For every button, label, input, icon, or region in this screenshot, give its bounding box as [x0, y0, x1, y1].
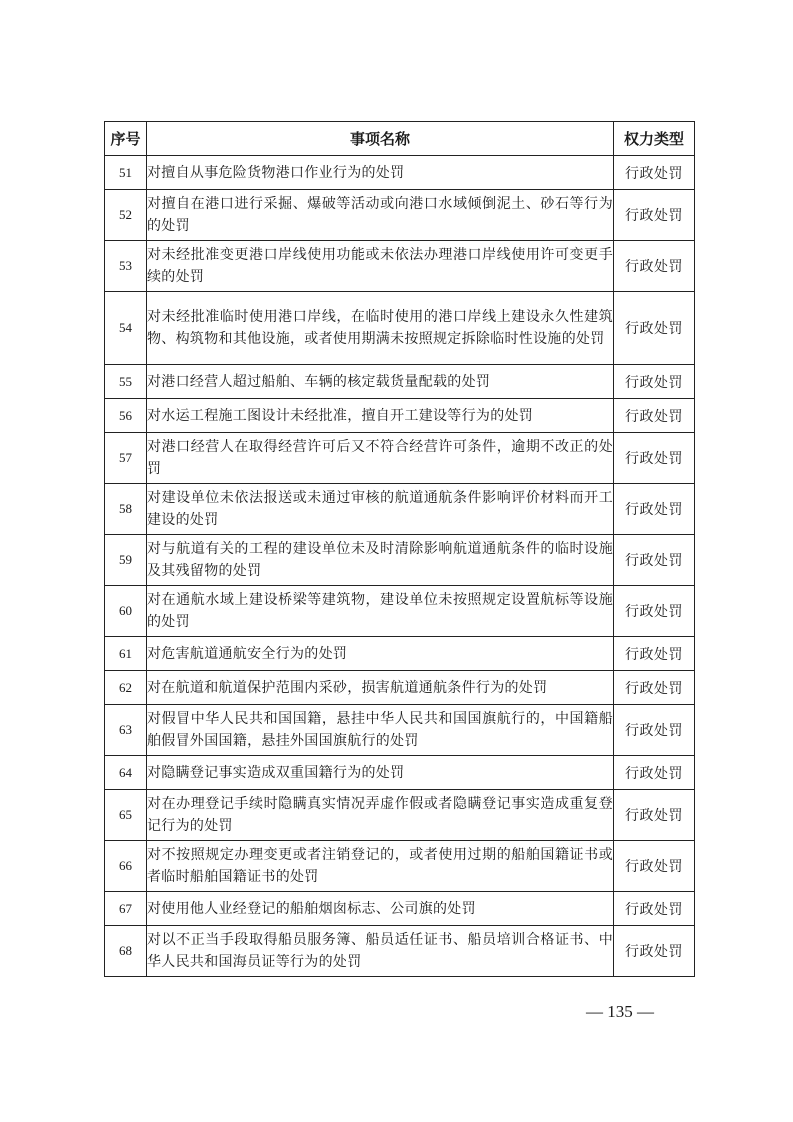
- row-item-name: 对港口经营人超过船舶、车辆的核定载货量配载的处罚: [147, 365, 614, 399]
- row-item-name: 对擅自在港口进行采掘、爆破等活动或向港口水域倾倒泥土、砂石等行为的处罚: [147, 190, 614, 241]
- row-serial-number: 63: [105, 705, 147, 756]
- table-header-row: [105, 122, 695, 156]
- row-item-name: 对水运工程施工图设计未经批准，擅自开工建设等行为的处罚: [147, 399, 614, 433]
- table-row: [105, 433, 695, 484]
- row-item-name: 对危害航道通航安全行为的处罚: [147, 637, 614, 671]
- row-power-type: 行政处罚: [614, 637, 695, 671]
- header-power-type: 权力类型: [614, 122, 695, 156]
- row-item-name: 对未经批准临时使用港口岸线，在临时使用的港口岸线上建设永久性建筑物、构筑物和其他设施，或者使用期满未按照规定拆除临时性设施的处罚: [147, 292, 614, 365]
- table-row: [105, 484, 695, 535]
- table-row: [105, 156, 695, 190]
- row-power-type: 行政处罚: [614, 841, 695, 892]
- row-item-name: 对使用他人业经登记的船舶烟囱标志、公司旗的处罚: [147, 892, 614, 926]
- table-row: [105, 365, 695, 399]
- row-item-name: 对建设单位未依法报送或未通过审核的航道通航条件影响评价材料而开工建设的处罚: [147, 484, 614, 535]
- row-serial-number: 51: [105, 156, 147, 190]
- row-serial-number: 53: [105, 241, 147, 292]
- header-serial-number: 序号: [105, 122, 147, 156]
- row-item-name: 对港口经营人在取得经营许可后又不符合经营许可条件，逾期不改正的处罚: [147, 433, 614, 484]
- row-serial-number: 67: [105, 892, 147, 926]
- power-list-table: [104, 121, 695, 977]
- row-power-type: 行政处罚: [614, 433, 695, 484]
- page-number: — 135 —: [586, 1002, 654, 1021]
- row-serial-number: 64: [105, 756, 147, 790]
- row-serial-number: 66: [105, 841, 147, 892]
- row-item-name: 对擅自从事危险货物港口作业行为的处罚: [147, 156, 614, 190]
- row-serial-number: 57: [105, 433, 147, 484]
- row-power-type: 行政处罚: [614, 926, 695, 977]
- table-row: [105, 190, 695, 241]
- row-item-name: 对以不正当手段取得船员服务簿、船员适任证书、船员培训合格证书、中华人民共和国海员证等行为的处罚: [147, 926, 614, 977]
- row-power-type: 行政处罚: [614, 671, 695, 705]
- row-serial-number: 56: [105, 399, 147, 433]
- table-row: [105, 241, 695, 292]
- row-serial-number: 52: [105, 190, 147, 241]
- row-serial-number: 68: [105, 926, 147, 977]
- row-serial-number: 59: [105, 535, 147, 586]
- table-row: [105, 586, 695, 637]
- row-power-type: 行政处罚: [614, 190, 695, 241]
- row-power-type: 行政处罚: [614, 892, 695, 926]
- table-row: [105, 671, 695, 705]
- row-power-type: 行政处罚: [614, 586, 695, 637]
- table-row: [105, 790, 695, 841]
- row-item-name: 对假冒中华人民共和国国籍，悬挂中华人民共和国国旗航行的，中国籍船舶假冒外国国籍，悬挂外国国旗航行的处罚: [147, 705, 614, 756]
- row-serial-number: 65: [105, 790, 147, 841]
- row-serial-number: 54: [105, 292, 147, 365]
- row-item-name: 对未经批准变更港口岸线使用功能或未依法办理港口岸线使用许可变更手续的处罚: [147, 241, 614, 292]
- row-item-name: 对隐瞒登记事实造成双重国籍行为的处罚: [147, 756, 614, 790]
- row-power-type: 行政处罚: [614, 535, 695, 586]
- table-row: [105, 892, 695, 926]
- row-power-type: 行政处罚: [614, 365, 695, 399]
- row-power-type: 行政处罚: [614, 756, 695, 790]
- row-serial-number: 61: [105, 637, 147, 671]
- table-row: [105, 926, 695, 977]
- row-item-name: 对与航道有关的工程的建设单位未及时清除影响航道通航条件的临时设施及其残留物的处罚: [147, 535, 614, 586]
- row-item-name: 对不按照规定办理变更或者注销登记的，或者使用过期的船舶国籍证书或者临时船舶国籍证书的处罚: [147, 841, 614, 892]
- row-power-type: 行政处罚: [614, 292, 695, 365]
- table-row: [105, 637, 695, 671]
- row-item-name: 对在航道和航道保护范围内采砂，损害航道通航条件行为的处罚: [147, 671, 614, 705]
- row-serial-number: 58: [105, 484, 147, 535]
- row-power-type: 行政处罚: [614, 399, 695, 433]
- row-power-type: 行政处罚: [614, 241, 695, 292]
- row-power-type: 行政处罚: [614, 790, 695, 841]
- row-power-type: 行政处罚: [614, 705, 695, 756]
- row-serial-number: 60: [105, 586, 147, 637]
- header-item-name: 事项名称: [147, 122, 614, 156]
- table-row: [105, 705, 695, 756]
- table-row: [105, 756, 695, 790]
- row-power-type: 行政处罚: [614, 156, 695, 190]
- row-serial-number: 55: [105, 365, 147, 399]
- table-row: [105, 292, 695, 365]
- row-item-name: 对在办理登记手续时隐瞒真实情况弄虚作假或者隐瞒登记事实造成重复登记行为的处罚: [147, 790, 614, 841]
- table-row: [105, 535, 695, 586]
- table-row: [105, 841, 695, 892]
- row-serial-number: 62: [105, 671, 147, 705]
- table-row: [105, 399, 695, 433]
- row-power-type: 行政处罚: [614, 484, 695, 535]
- row-item-name: 对在通航水域上建设桥梁等建筑物，建设单位未按照规定设置航标等设施的处罚: [147, 586, 614, 637]
